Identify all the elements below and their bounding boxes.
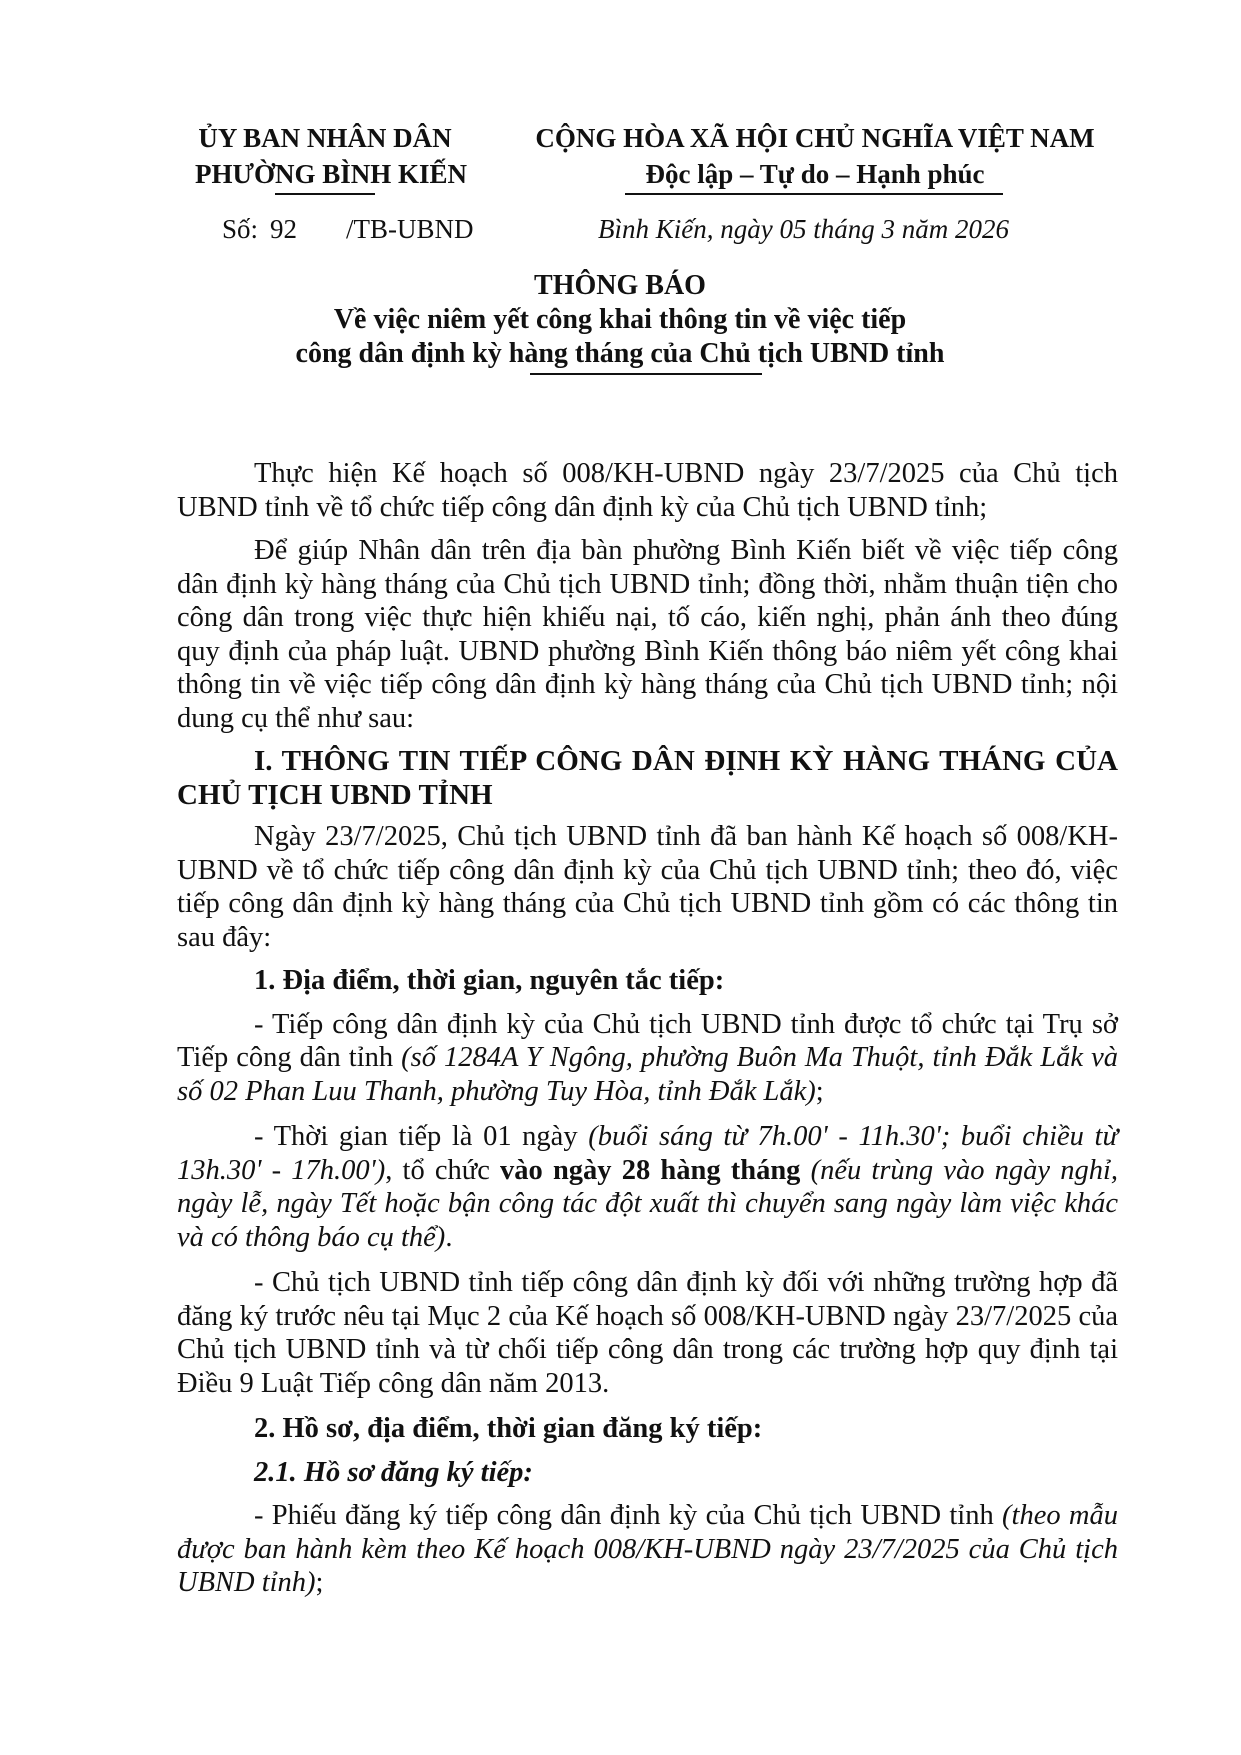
paragraph-plan-info: Ngày 23/7/2025, Chủ tịch UBND tỉnh đã ban hành Kế hoạch số 008/KH-UBND về tổ chức tiếp công dân định kỳ của Chủ tịch UBND tỉnh; theo đó, việc tiếp công dân định kỳ hàng tháng của Chủ tịch UBND tỉnh gồm có các thông tin sau đây: [177,821,1118,953]
title-underline [530,373,762,375]
bullet-time-date: vào ngày 28 hàng tháng [500,1154,801,1186]
bullet-location-address: (số 1284A Y Ngông, phường Buôn Ma Thuột, tỉnh Đắk Lắk và số 02 Phan Luu Thanh, phường Tuy Hòa, tỉnh Đắk Lắk) [177,1042,1118,1107]
bullet-location [177,1008,1118,1109]
bullet-time-hours: (buổi sáng từ 7h.00' - 11h.30'; buổi chiều từ 13h.30' - 17h.00') [177,1121,1118,1186]
document-body [177,457,1118,1612]
paragraph-legal-basis: Thực hiện Kế hoạch số 008/KH-UBND ngày 23/7/2025 của Chủ tịch UBND tỉnh về tổ chức tiếp công dân định kỳ của Chủ tịch UBND tỉnh; [177,458,1118,523]
bullet-location-end: ; [815,1075,824,1107]
bullet-time-mid: , tổ chức [385,1154,501,1186]
bullet-form-note: (theo mẫu được ban hành kèm theo Kế hoạch 008/KH-UBND ngày 23/7/2025 của Chủ tịch UBND tỉnh) [177,1500,1119,1598]
national-motto: Độc lập – Tự do – Hạnh phúc [645,159,985,189]
bullet-location-text: - Tiếp công dân định kỳ của Chủ tịch UBND tỉnh được tổ chức tại Trụ sở Tiếp công dân tỉnh [177,1008,1118,1073]
agency-underline [275,193,375,195]
bullet-principle: - Chủ tịch UBND tỉnh tiếp công dân định kỳ đối với những trường hợp đã đăng ký trước nêu tại Mục 2 của Kế hoạch số 008/KH-UBND ngày 23/7/2025 của Chủ tịch UBND tỉnh và từ chối tiếp công dân trong các trường hợp quy định tại Điều 9 Luật Tiếp công dân năm 2013. [177,1267,1118,1399]
document-number-value: 92 [270,214,297,244]
subsection-heading-1: 1. Địa điểm, thời gian, nguyên tắc tiếp: [254,965,725,996]
section-heading-1: I. THÔNG TIN TIẾP CÔNG DÂN ĐỊNH KỲ HÀNG THÁNG CỦA CHỦ TỊCH UBND TỈNH [177,745,1118,811]
agency-name-line2: PHƯỜNG BÌNH KIẾN [195,159,468,189]
national-title: CỘNG HÒA XÃ HỘI CHỦ NGHĨA VIỆT NAM [535,123,1095,153]
document-subtitle-line1: Về việc niêm yết công khai thông tin về việc tiếp [333,304,907,335]
bullet-time [177,1120,1118,1254]
bullet-registration-form [177,1499,1118,1600]
bullet-form-text: - Phiếu đăng ký tiếp công dân định kỳ của Chủ tịch UBND tỉnh [254,1500,1003,1531]
bullet-time-note: (nếu trùng vào ngày nghỉ, ngày lễ, ngày Tết hoặc bận công tác đột xuất thì chuyển sang ngày làm việc khác và có thông báo cụ thể) [177,1154,1119,1253]
subsection-heading-2: 2. Hồ sơ, địa điểm, thời gian đăng ký tiếp: [254,1413,763,1444]
document-title: THÔNG BÁO [534,270,706,301]
document-number-prefix: Số: [222,214,259,244]
bullet-time-space [800,1155,810,1186]
bullet-form-end: ; [315,1567,324,1598]
agency-name-line1: ỦY BAN NHÂN DÂN [198,123,452,153]
subsection-heading-2-1: 2.1. Hồ sơ đăng ký tiếp: [254,1456,533,1488]
document-subtitle-line2: công dân định kỳ hàng tháng của Chủ tịch UBND tỉnh [295,338,945,369]
document-date: Bình Kiến, ngày 05 tháng 3 năm 2026 [598,214,1009,244]
bullet-time-end: . [445,1221,453,1253]
bullet-time-text: - Thời gian tiếp là 01 ngày [254,1121,589,1152]
motto-underline [625,193,1003,195]
document-number-suffix: /TB-UBND [346,214,474,244]
paragraph-purpose: Để giúp Nhân dân trên địa bàn phường Bình Kiến biết về việc tiếp công dân định kỳ hàng tháng của Chủ tịch UBND tỉnh; đồng thời, nhằm thuận tiện cho công dân trong việc thực hiện khiếu nại, tố cáo, kiến nghị, phản ánh theo đúng quy định của pháp luật. UBND phường Bình Kiến thông báo niêm yết công khai thông tin về việc tiếp công dân định kỳ hàng tháng của Chủ tịch UBND tỉnh; nội dung cụ thể như sau: [177,535,1118,734]
